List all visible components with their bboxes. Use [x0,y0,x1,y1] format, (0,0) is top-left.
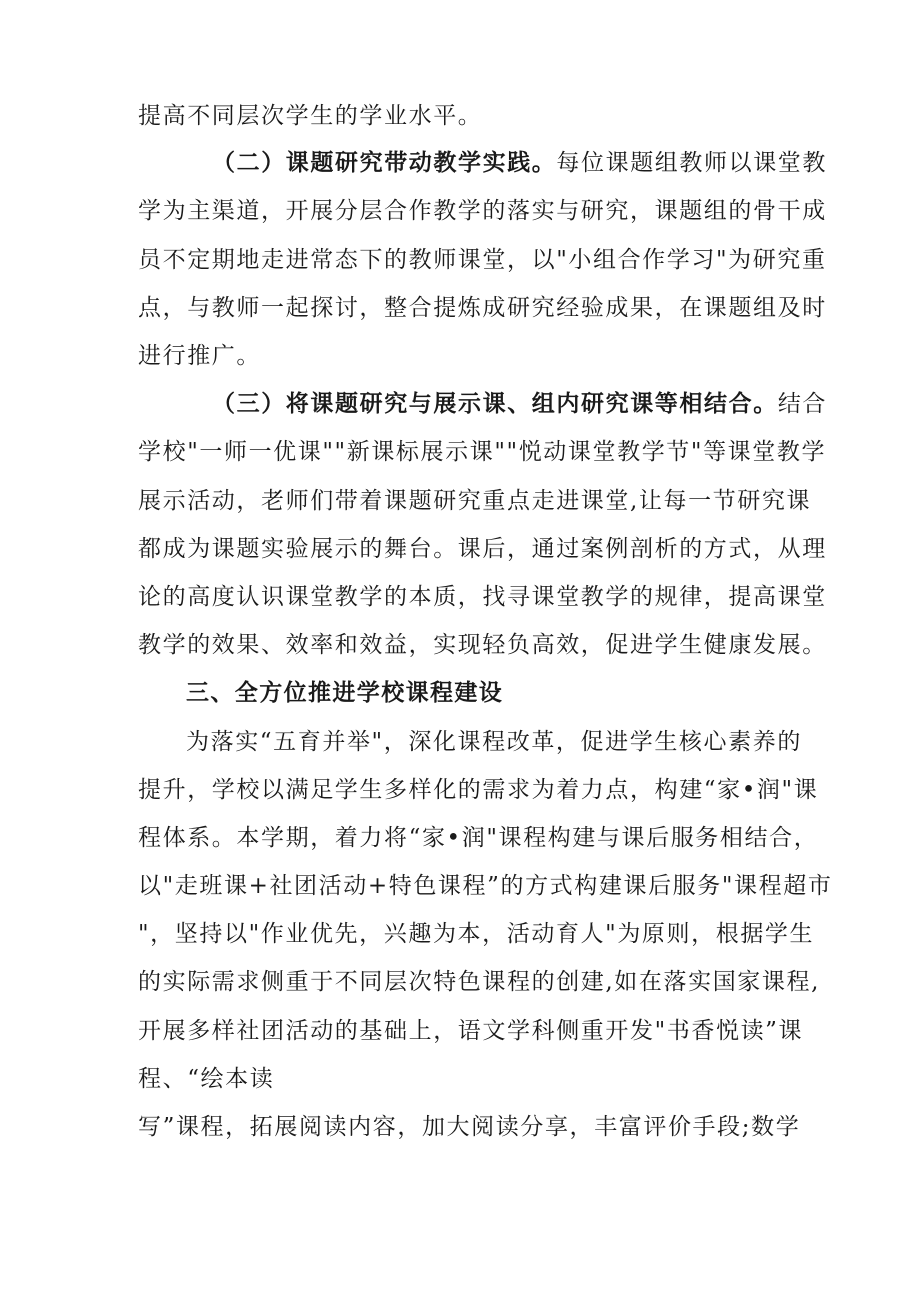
text-line: 每位课题组教师以课堂教 [556,150,828,176]
paragraph-line [138,770,818,810]
paragraph-line [138,1059,274,1099]
text-line: 程、“绘本读 [138,1066,275,1092]
section-3-first-line [212,384,827,424]
text-line: 教学的效果、效率和效益，实现轻负高效，促进学生健康发展。 [138,632,827,658]
text-line: 学校"一师一优课""新课标展示课""悦动课堂教学节"等课堂教学 [138,439,827,465]
paragraph-first-line [186,722,802,762]
paragraph-line [138,529,827,569]
section-2-first-line [212,143,827,183]
text-line: 提升，学校以满足学生多样化的需求为着力点，构建“家•润"课 [138,777,819,803]
paragraph-line [138,625,827,665]
text-line: 程体系。本学期，着力将“家•润"课程构建与课后服务相结合， [138,825,819,851]
text-line: 以"走班课+社团活动+特色课程”的方式构建课后服务"课程超市 [138,873,833,899]
text-line: 员不定期地走进常态下的教师课堂，以"小组合作学习"为研究重 [138,247,827,273]
section-3-lead: （三）将课题研究与展示课、组内研究课等相结合。 [212,391,778,417]
paragraph-line [138,962,820,1002]
paragraph-line [138,240,827,280]
paragraph-line [138,1107,800,1147]
paragraph-line [138,336,261,376]
paragraph-line [138,96,482,136]
text-line: 结合 [777,391,828,417]
text-line: 展示活动，老师们带着课题研究重点走进课堂,让每一节研究课 [138,488,812,514]
text-line: 进行推广。 [138,343,261,369]
paragraph-line [138,191,827,231]
text-line: 点，与教师一起探讨，整合提炼成研究经验成果，在课题组及时 [138,295,827,321]
text-line: 论的高度认识课堂教学的本质，找寻课堂教学的规律，提高课堂 [138,584,827,610]
text-line: "，坚持以"作业优先，兴趣为本，活动育人"为原则，根据学生 [138,921,815,947]
text-line: 的实际需求侧重于不同层次特色课程的创建,如在落实国家课程, [138,969,821,995]
paragraph-line [138,1011,803,1051]
paragraph-line [138,288,827,328]
paragraph-line [138,577,827,617]
paragraph-line [138,432,826,472]
text-line: 学为主渠道，开展分层合作教学的落实与研究，课题组的骨干成 [138,198,827,224]
paragraph-line [138,866,832,906]
text-line: 都成为课题实验展示的舞台。课后，通过案例剖析的方式，从理 [138,536,827,562]
paragraph-line [138,914,814,954]
text-line: 写”课程，拓展阅读内容，加大阅读分享，丰富评价手段;数学 [138,1114,801,1140]
section-heading-3 [186,673,503,713]
paragraph-line [138,818,818,858]
text-line: 为落实“五育并举"，深化课程改革，促进学生核心素养的 [186,729,802,755]
section-2-lead: （二）课题研究带动教学实践。 [212,150,557,176]
text-line: 开展多样社团活动的基础上，语文学科侧重开发"书香悦读”课 [138,1018,804,1044]
section-heading-text: 三、全方位推进学校课程建设 [186,680,504,706]
text-line: 提高不同层次学生的学业水平。 [138,103,483,129]
paragraph-line [138,481,811,521]
